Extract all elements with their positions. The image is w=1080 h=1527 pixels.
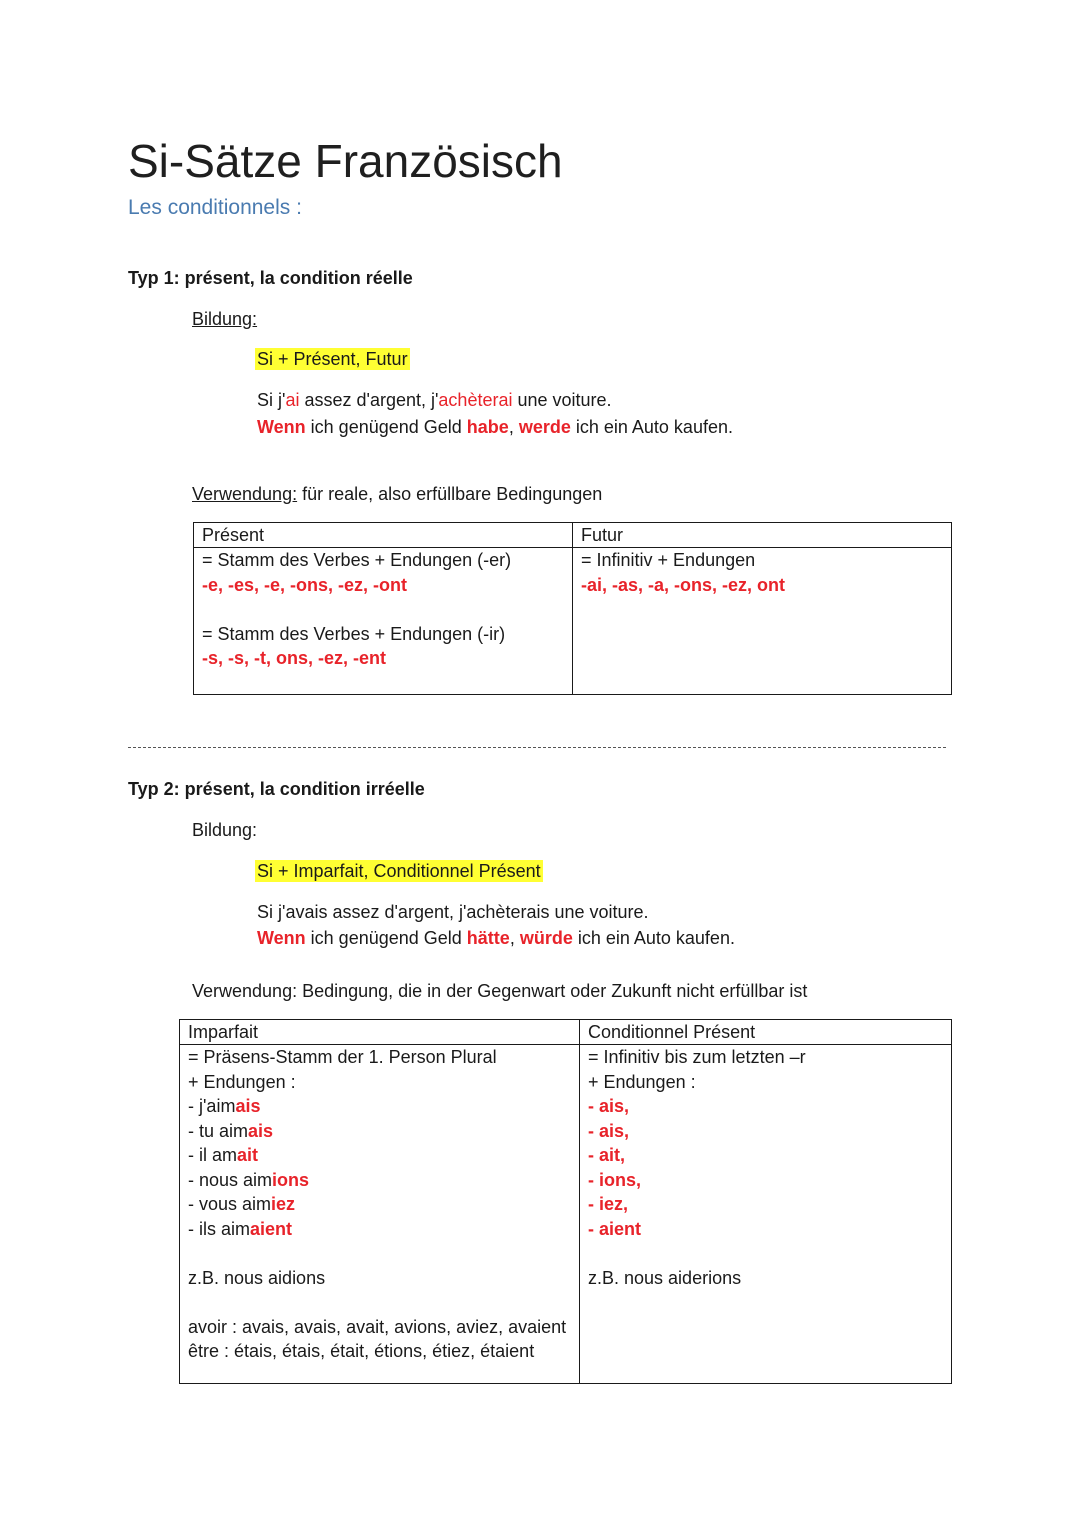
ex-de-keyword: Wenn [257, 417, 306, 437]
ex-de-keyword: hätte [466, 928, 510, 948]
conditionnel-ending: - iez, [588, 1194, 629, 1214]
ex-de-keyword: Wenn [257, 928, 306, 948]
typ1-present-endings-ir: -s, -s, -t, ons, -ez, -ent [202, 648, 387, 668]
imparfait-form: - nous aimions [188, 1169, 310, 1190]
typ1-bildung-label: Bildung: [192, 309, 258, 329]
ex-fr-verb: achèterai [438, 390, 513, 410]
typ2-formula [255, 861, 543, 882]
conditionnel-endungen: + Endungen : [588, 1071, 696, 1092]
page-subtitle: Les conditionnels : [128, 196, 302, 219]
conditionnel-example: z.B. nous aiderions [588, 1267, 742, 1288]
imparfait-form: - ils aimaient [188, 1218, 293, 1239]
typ1-verwendung-label: Verwendung: [192, 484, 298, 504]
typ2-bildung-label: Bildung: [192, 820, 258, 840]
imparfait-form: - j'aimais [188, 1096, 261, 1116]
imparfait-endungen: + Endungen : [188, 1071, 296, 1092]
typ1-example-de [257, 417, 733, 438]
typ1-futur-rule: = Infinitiv + Endungen [581, 550, 756, 570]
ex-fr-verb: ai [285, 390, 300, 410]
ex-de-keyword: habe [466, 417, 509, 437]
ex-de-keyword: würde [519, 928, 573, 948]
typ1-verwendung [192, 484, 602, 505]
ex-de-part: , [508, 417, 519, 437]
conditionnel-ending: - ais, [588, 1096, 630, 1116]
ex-de-part: ich genügend Geld [305, 417, 467, 437]
imparfait-rule: = Präsens-Stamm der 1. Person Plural [188, 1047, 497, 1067]
ex-fr-part: assez d'argent, j' [299, 390, 439, 410]
ex-fr-part: Si j' [257, 390, 286, 410]
imparfait-etre: être : étais, étais, était, étions, étiez, étaient [188, 1341, 535, 1361]
typ1-futur-endings: -ai, -as, -a, -ons, -ez, ont [581, 574, 786, 595]
typ1-present-cell [194, 548, 573, 695]
typ2-heading: Typ 2: présent, la condition irréelle [128, 779, 425, 799]
ex-de-keyword: werde [518, 417, 571, 437]
typ2-col-header-imparfait: Imparfait [180, 1020, 580, 1045]
typ2-example-fr: Si j'avais assez d'argent, j'achèterais une voiture. [257, 902, 649, 922]
imparfait-form: - il amait [188, 1145, 259, 1165]
typ1-futur-cell [573, 548, 952, 695]
page-title: Si-Sätze Französisch [128, 135, 563, 187]
section-divider [128, 747, 946, 748]
typ1-formula-highlight: Si + Présent, Futur [257, 349, 408, 369]
ex-de-part: ich genügend Geld [305, 928, 467, 948]
conditionnel-rule: = Infinitiv bis zum letzten –r [588, 1047, 806, 1067]
typ2-conditionnel-cell [580, 1045, 952, 1384]
typ2-formula-highlight: Si + Imparfait, Conditionnel Présent [257, 861, 541, 881]
ex-de-part: ich ein Auto kaufen. [572, 928, 735, 948]
conditionnel-ending: - ait, [588, 1145, 626, 1165]
conditionnel-ending: - aient [588, 1218, 642, 1239]
ex-de-part: ich ein Auto kaufen. [570, 417, 733, 437]
conditionnel-ending: - ions, [588, 1169, 641, 1190]
typ1-formula [255, 349, 410, 370]
imparfait-form: - vous aimiez [188, 1194, 296, 1214]
ex-fr-part: une voiture. [512, 390, 612, 410]
typ2-verwendung: Verwendung: Bedingung, die in der Gegenwart oder Zukunft nicht erfüllbar ist [192, 981, 808, 1001]
typ2-example-de [257, 928, 735, 949]
typ1-present-rule-ir: = Stamm des Verbes + Endungen (-ir) [202, 623, 506, 644]
imparfait-form: - tu aimais [188, 1120, 274, 1141]
typ1-present-rule-er: = Stamm des Verbes + Endungen (-er) [202, 550, 512, 570]
imparfait-avoir: avoir : avais, avais, avait, avions, aviez, avaient [188, 1316, 567, 1337]
typ1-table [193, 522, 952, 695]
typ1-heading: Typ 1: présent, la condition réelle [128, 268, 413, 288]
ex-de-part: , [509, 928, 520, 948]
typ1-present-endings-er: -e, -es, -e, -ons, -ez, -ont [202, 574, 408, 595]
typ2-table [179, 1019, 952, 1384]
typ1-col-header-futur: Futur [573, 523, 952, 548]
typ1-example-fr [257, 390, 612, 411]
typ1-col-header-present: Présent [194, 523, 573, 548]
conditionnel-ending: - ais, [588, 1120, 630, 1141]
typ1-verwendung-text: für reale, also erfüllbare Bedingungen [297, 484, 603, 504]
typ2-col-header-conditionnel: Conditionnel Présent [580, 1020, 952, 1045]
typ2-imparfait-cell [180, 1045, 580, 1384]
imparfait-example: z.B. nous aidions [188, 1267, 326, 1288]
